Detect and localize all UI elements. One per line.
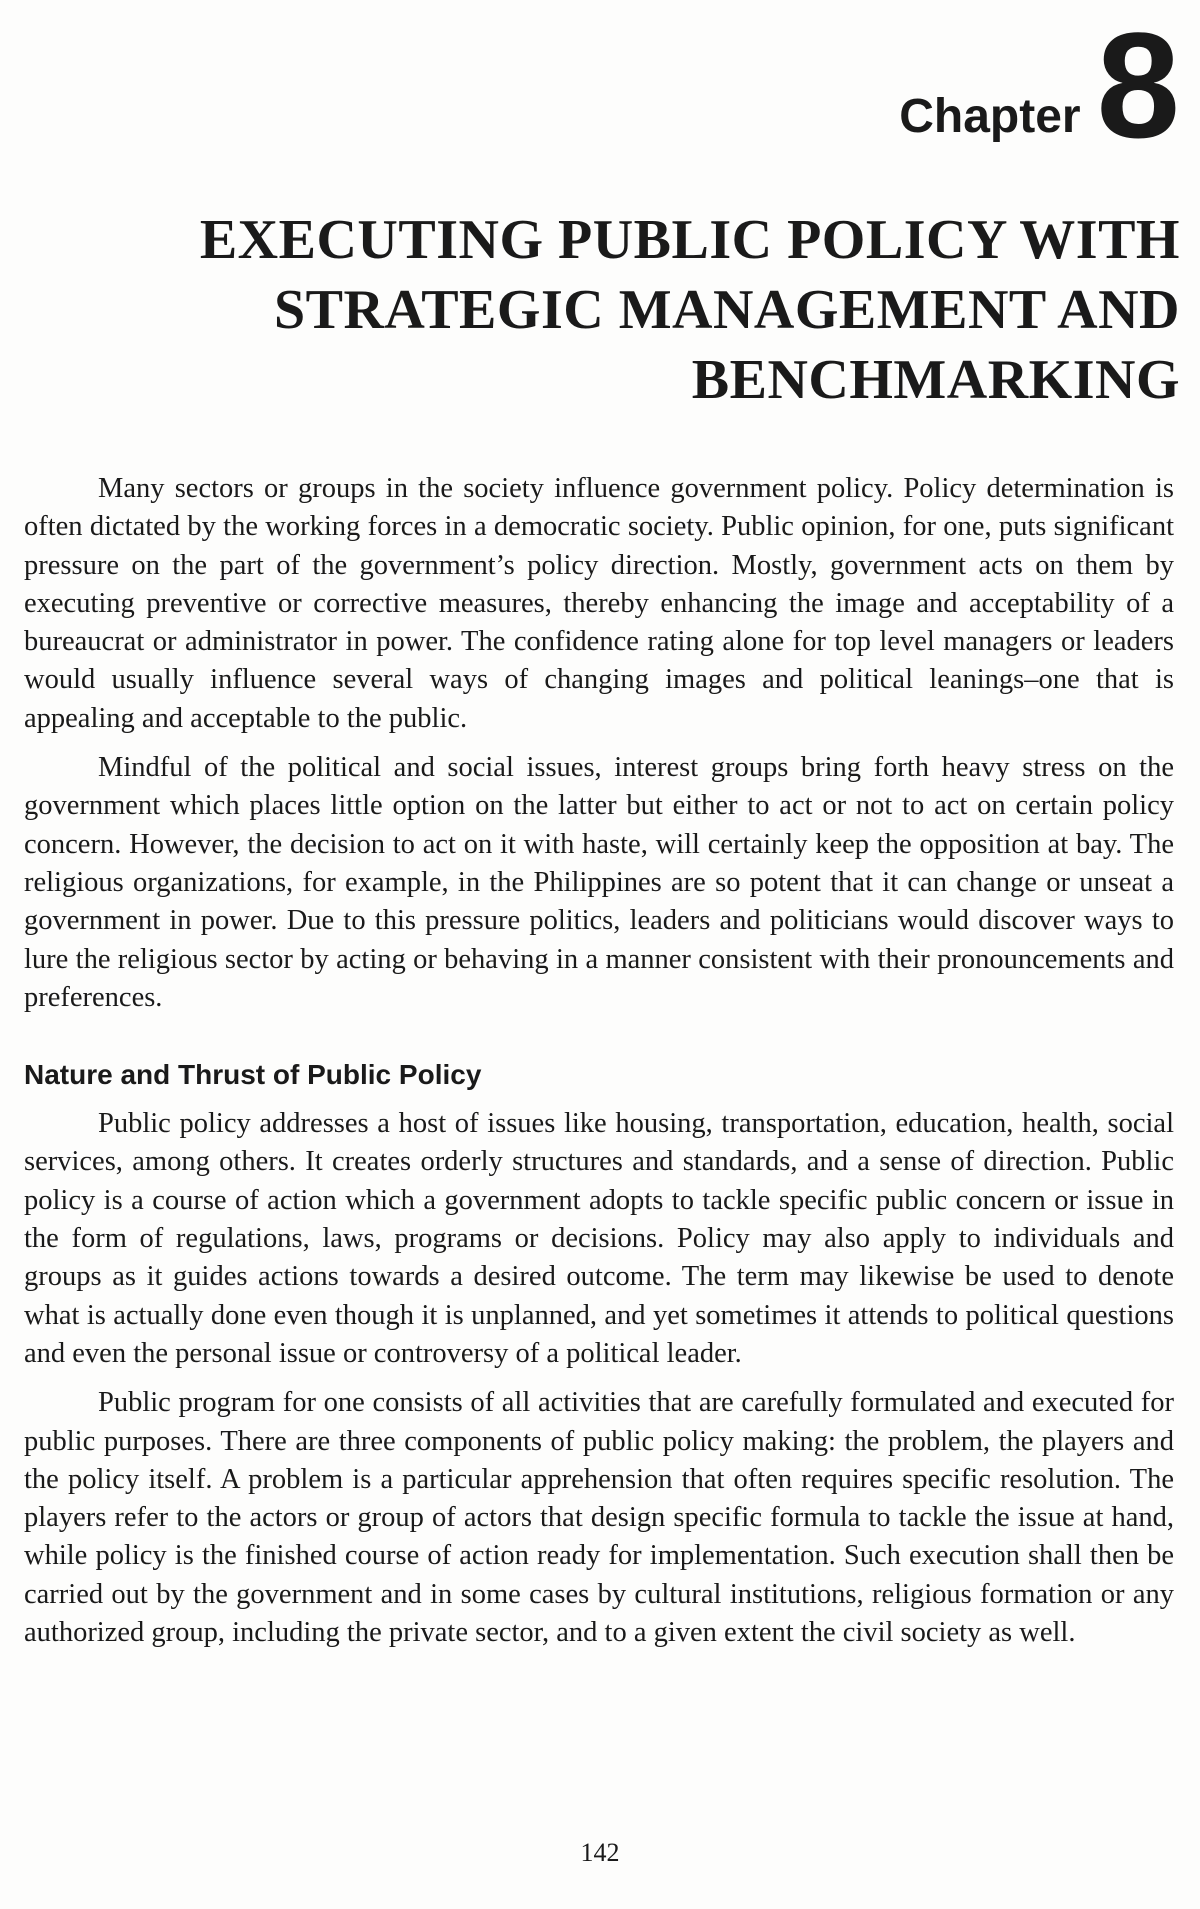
chapter-title: [100, 205, 1180, 415]
chapter-number: 8: [1096, 1, 1180, 169]
chapter-title-line-2: STRATEGIC MANAGEMENT AND: [273, 279, 1180, 341]
chapter-body: [24, 470, 1174, 1652]
chapter-title-line-3: BENCHMARKING: [691, 349, 1180, 411]
chapter-label: Chapter: [899, 90, 1081, 143]
section-heading: Nature and Thrust of Public Policy: [24, 1059, 482, 1091]
chapter-heading: [899, 1, 1180, 169]
chapter-title-line-1: EXECUTING PUBLIC POLICY WITH: [199, 209, 1180, 271]
section-paragraph-1: Public policy addresses a host of issues like housing, transportation, education, health, social services, among others. It creates orderly structures and standards, and a sense of direction. Public policy is a course of action which a government adopts to tackle specific public concern or issue in the form of regulations, laws, programs or decisions. Policy may also apply to individuals and groups as it guides actions towards a desired outcome. The term may likewise be used to denote what is actually done even though it is unplanned, and yet sometimes it attends to political questions and even the personal issue or controversy of a political leader.: [24, 1108, 1174, 1369]
intro-paragraph-1: Many sectors or groups in the society influence government policy. Policy determination is often dictated by the working forces in a democratic society. Public opinion, for one, puts significant pressure on the part of the government’s policy direction. Mostly, government acts on them by executing preventive or corrective measures, thereby enhancing the image and acceptability of a bureaucrat or administrator in power. The confidence rating alone for top level managers or leaders would usually influence several ways of changing images and political leanings–one that is appealing and acceptable to the public.: [24, 473, 1174, 734]
intro-paragraph-2: Mindful of the political and social issues, interest groups bring forth heavy stress on the government which places little option on the latter but either to act or not to act on certain policy concern. However, the decision to act on it with haste, will certainly keep the opposition at bay. The religious organizations, for example, in the Philippines are so potent that it can change or unseat a government in power. Due to this pressure politics, leaders and politicians would discover ways to lure the religious sector by acting or behaving in a manner consistent with their pronouncements and preferences.: [24, 752, 1174, 1013]
section-paragraph-2: Public program for one consists of all activities that are carefully formulated and executed for public purposes. There are three components of public policy making: the problem, the players and the policy itself. A problem is a particular apprehension that often requires specific resolution. The players refer to the actors or group of actors that design specific formula to tackle the issue at hand, while policy is the finished course of action ready for implementation. Such execution shall then be carried out by the government and in some cases by cultural institutions, religious formation or any authorized group, including the private sector, and to a given extent the civil society as well.: [24, 1387, 1174, 1649]
page-number: 142: [580, 1838, 620, 1867]
